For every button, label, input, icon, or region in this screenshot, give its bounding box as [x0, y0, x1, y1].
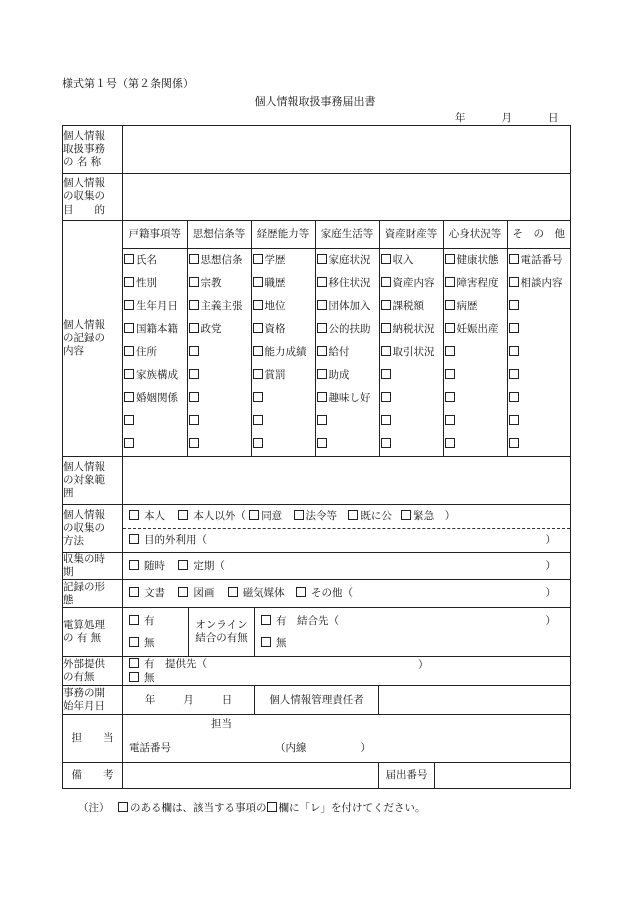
record-item-checkbox[interactable] — [509, 277, 519, 287]
consent-label: 同意 — [261, 510, 283, 522]
record-item-checkbox[interactable] — [445, 415, 455, 425]
start-day: 日 — [221, 693, 233, 706]
online-cell — [255, 608, 571, 657]
note-checkbox-sample — [118, 802, 128, 812]
online-close: ） — [545, 615, 557, 628]
record-item-label: 能力成績 — [264, 345, 307, 358]
public-label: 既に公 — [360, 510, 392, 522]
drawing-label: 図画 — [193, 587, 215, 600]
outside-use-checkbox[interactable] — [129, 534, 139, 544]
record-item-checkbox[interactable] — [381, 323, 391, 333]
record-item-cell — [187, 272, 251, 295]
record-item-checkbox[interactable] — [189, 369, 199, 379]
record-item-label: 宗教 — [200, 276, 222, 289]
record-item-label: 婚姻関係 — [136, 391, 178, 404]
online-yes-label: 有 結合先（ — [276, 615, 339, 628]
drawing-checkbox[interactable] — [178, 587, 188, 597]
record-item-checkbox[interactable] — [189, 438, 199, 448]
record-item-checkbox[interactable] — [253, 415, 263, 425]
person-in-charge-cell — [123, 715, 571, 763]
record-item-cell — [315, 410, 379, 433]
consent-checkbox[interactable] — [249, 510, 259, 520]
record-item-row — [123, 272, 570, 295]
record-item-checkbox[interactable] — [124, 323, 134, 333]
record-item-checkbox[interactable] — [124, 300, 134, 310]
form-number: 様式第１号（第２条関係） — [62, 77, 194, 90]
record-item-cell — [443, 341, 507, 364]
record-item-cell — [187, 318, 251, 341]
record-item-checkbox[interactable] — [445, 392, 455, 402]
record-form-line — [123, 587, 570, 600]
record-item-checkbox[interactable] — [509, 392, 519, 402]
charge-phone-line — [129, 742, 371, 755]
record-item-checkbox[interactable] — [445, 254, 455, 264]
record-header-cell: 心身状況等 — [443, 221, 507, 249]
record-item-label: 収入 — [392, 253, 414, 266]
start-date-label: 事務の開 始年月日 — [63, 686, 123, 715]
record-item-checkbox[interactable] — [445, 438, 455, 448]
record-item-checkbox[interactable] — [445, 369, 455, 379]
note-text2: 欄に「レ」を付けてください。 — [278, 802, 426, 814]
record-item-checkbox[interactable] — [253, 438, 263, 448]
office-name-label: 個人情報 取扱事務 の 名 称 — [63, 126, 123, 174]
record-item-cell — [123, 433, 187, 456]
start-year: 年 — [144, 693, 156, 706]
record-item-checkbox[interactable] — [189, 254, 199, 264]
record-item-cell — [315, 433, 379, 456]
record-item-cell — [315, 295, 379, 318]
record-item-cell — [187, 341, 251, 364]
record-item-checkbox[interactable] — [509, 415, 519, 425]
computer-no-checkbox[interactable] — [129, 637, 139, 647]
footnote — [78, 800, 426, 815]
collect-timing-label: 収集の時 期 — [63, 553, 123, 580]
record-item-cell — [251, 364, 315, 387]
ext-label: （内線 — [275, 742, 307, 755]
record-item-checkbox[interactable] — [253, 392, 263, 402]
record-item-checkbox[interactable] — [445, 323, 455, 333]
computer-label: 電算処理 の 有 無 — [63, 608, 123, 657]
record-item-checkbox[interactable] — [189, 392, 199, 402]
record-item-cell — [443, 387, 507, 410]
manager-field[interactable] — [379, 686, 571, 715]
record-item-cell — [443, 433, 507, 456]
external-yes-checkbox[interactable] — [129, 658, 139, 668]
record-item-cell — [443, 364, 507, 387]
record-item-cell — [251, 433, 315, 456]
record-item-label: 趣味し好 — [328, 391, 371, 404]
collect-purpose-label: 個人情報 の収集の 目 的 — [63, 174, 123, 221]
record-item-label: 資格 — [264, 322, 286, 335]
magnetic-label: 磁気媒体 — [242, 587, 285, 600]
record-item-label: 公的扶助 — [328, 322, 371, 335]
record-item-cell — [251, 341, 315, 364]
record-item-label: 相談内容 — [520, 276, 563, 289]
note-text: のある欄は、該当する事項の — [130, 802, 267, 814]
record-item-cell — [443, 410, 507, 433]
record-item-cell — [379, 272, 443, 295]
record-item-checkbox[interactable] — [317, 300, 327, 310]
start-month: 月 — [183, 693, 194, 706]
notification-form — [62, 125, 571, 789]
record-item-checkbox[interactable] — [445, 277, 455, 287]
record-item-cell — [507, 387, 570, 410]
record-item-checkbox[interactable] — [253, 346, 263, 356]
target-scope-label: 個人情報 の対象範 囲 — [63, 457, 123, 505]
record-item-cell — [507, 272, 570, 295]
record-item-label: 家庭状況 — [328, 253, 371, 266]
remarks-field[interactable] — [123, 763, 379, 789]
anytime-checkbox[interactable] — [129, 560, 139, 570]
record-item-cell — [379, 341, 443, 364]
collect-timing-line — [123, 560, 570, 573]
computer-cell — [123, 608, 189, 657]
record-content-cell — [123, 221, 571, 457]
record-item-label: 性別 — [136, 276, 157, 289]
record-item-cell — [507, 295, 570, 318]
record-item-row — [123, 387, 570, 410]
urgent-checkbox[interactable] — [401, 510, 411, 520]
periodic-checkbox[interactable] — [178, 560, 188, 570]
target-scope-field[interactable] — [123, 457, 571, 505]
record-item-cell — [315, 318, 379, 341]
record-item-cell — [251, 295, 315, 318]
record-item-checkbox[interactable] — [124, 438, 134, 448]
record-item-row — [123, 341, 570, 364]
record-item-cell — [507, 410, 570, 433]
record-item-checkbox[interactable] — [124, 277, 134, 287]
record-item-checkbox[interactable] — [509, 369, 519, 379]
outside-use-close: ） — [545, 534, 557, 546]
record-item-label: 家族構成 — [136, 368, 178, 381]
law-checkbox[interactable] — [294, 510, 304, 520]
record-item-checkbox[interactable] — [317, 369, 327, 379]
record-item-cell — [315, 272, 379, 295]
outside-use-line — [123, 528, 570, 552]
record-item-label: 障害程度 — [456, 276, 499, 289]
record-item-cell — [251, 249, 315, 273]
record-item-label: 課税額 — [392, 299, 424, 312]
record-item-checkbox[interactable] — [509, 346, 519, 356]
record-items-table — [123, 221, 570, 456]
record-item-label: 主義主張 — [200, 299, 243, 312]
record-item-checkbox[interactable] — [509, 323, 519, 333]
record-item-cell — [507, 341, 570, 364]
record-item-checkbox[interactable] — [381, 300, 391, 310]
date-line — [455, 110, 559, 125]
record-item-label: 移住状況 — [328, 276, 371, 289]
record-item-cell — [187, 249, 251, 273]
external-no-label: 無 — [144, 672, 155, 685]
other-form-checkbox[interactable] — [296, 587, 306, 597]
collect-method-cell — [123, 505, 571, 553]
external-no-checkbox[interactable] — [129, 672, 139, 682]
record-item-checkbox[interactable] — [317, 254, 327, 264]
record-item-cell — [187, 387, 251, 410]
record-item-checkbox[interactable] — [124, 254, 134, 264]
record-item-row — [123, 364, 570, 387]
record-item-checkbox[interactable] — [381, 438, 391, 448]
record-form-cell — [123, 580, 571, 608]
record-header-cell: 家庭生活等 — [315, 221, 379, 249]
filing-number-field[interactable] — [435, 763, 571, 789]
online-yes-checkbox[interactable] — [261, 615, 271, 625]
record-item-cell — [123, 364, 187, 387]
record-item-row — [123, 249, 570, 273]
record-header-cell: 戸籍事項等 — [123, 221, 187, 249]
person-in-charge-label: 担 当 — [63, 715, 123, 763]
anytime-label: 随時 — [144, 559, 165, 572]
record-item-checkbox[interactable] — [381, 415, 391, 425]
record-item-cell — [315, 341, 379, 364]
online-no-checkbox[interactable] — [261, 637, 271, 647]
record-item-checkbox[interactable] — [445, 300, 455, 310]
record-item-cell — [187, 433, 251, 456]
record-item-checkbox[interactable] — [253, 277, 263, 287]
record-item-label: 電話番号 — [520, 253, 563, 266]
record-item-label: 給付 — [328, 345, 350, 358]
record-item-checkbox[interactable] — [509, 438, 519, 448]
other-form-label: その他（ — [311, 587, 354, 600]
record-item-cell — [379, 433, 443, 456]
other-checkbox[interactable] — [178, 510, 188, 520]
record-item-checkbox[interactable] — [189, 277, 199, 287]
record-item-label: 団体加入 — [328, 299, 371, 312]
record-item-cell — [443, 318, 507, 341]
collect-timing-cell — [123, 553, 571, 580]
public-checkbox[interactable] — [348, 510, 358, 520]
remarks-label: 備 考 — [63, 763, 123, 789]
record-item-cell — [123, 272, 187, 295]
phone-label: 電話番号 — [129, 742, 171, 755]
record-item-checkbox[interactable] — [381, 254, 391, 264]
record-item-cell — [315, 387, 379, 410]
record-item-cell — [443, 272, 507, 295]
record-item-label: 住所 — [136, 345, 157, 358]
record-item-checkbox[interactable] — [445, 346, 455, 356]
record-item-label: 健康状態 — [456, 253, 499, 266]
record-item-label: 思想信条 — [200, 253, 243, 266]
record-item-row — [123, 433, 570, 456]
record-item-checkbox[interactable] — [189, 323, 199, 333]
record-item-checkbox[interactable] — [253, 369, 263, 379]
collect-purpose-field[interactable] — [123, 174, 571, 221]
record-item-checkbox[interactable] — [317, 277, 327, 287]
date-day: 日 — [548, 112, 559, 124]
record-item-checkbox[interactable] — [189, 346, 199, 356]
office-name-field[interactable] — [123, 126, 571, 174]
record-item-label: 資産内容 — [392, 276, 435, 289]
record-header-row — [123, 221, 570, 249]
external-yes-label: 有 提供先（ — [144, 658, 207, 671]
external-label: 外部提供 の有無 — [63, 657, 123, 686]
record-item-checkbox[interactable] — [317, 438, 327, 448]
collect-method-label: 個人情報 の収集の 方法 — [63, 505, 123, 553]
record-item-checkbox[interactable] — [509, 254, 519, 264]
record-item-label: 助成 — [328, 368, 350, 381]
record-item-cell — [443, 249, 507, 273]
record-item-label: 賞罰 — [264, 368, 286, 381]
record-item-cell — [251, 387, 315, 410]
record-item-checkbox[interactable] — [317, 415, 327, 425]
periodic-label: 定期（ — [193, 559, 225, 572]
record-item-label: 職歴 — [264, 276, 286, 289]
online-no-label: 無 — [276, 637, 287, 650]
record-item-cell — [123, 387, 187, 410]
record-item-checkbox[interactable] — [381, 392, 391, 402]
note-checkbox-sample2 — [267, 802, 277, 812]
record-item-row — [123, 410, 570, 433]
record-item-cell — [379, 364, 443, 387]
record-item-label: 氏名 — [136, 253, 157, 266]
record-item-row — [123, 318, 570, 341]
record-item-cell — [187, 410, 251, 433]
record-item-checkbox[interactable] — [317, 346, 327, 356]
record-header-cell: そ の 他 — [507, 221, 570, 249]
record-header-cell: 思想信条等 — [187, 221, 251, 249]
collect-source-line — [123, 505, 570, 528]
record-item-checkbox[interactable] — [124, 346, 134, 356]
other-form-close: ） — [545, 587, 557, 600]
record-item-checkbox[interactable] — [253, 323, 263, 333]
ext-close: ） — [360, 742, 371, 755]
record-item-cell — [123, 249, 187, 273]
record-item-checkbox[interactable] — [253, 300, 263, 310]
record-item-cell — [251, 318, 315, 341]
record-item-cell — [187, 364, 251, 387]
record-item-cell — [315, 364, 379, 387]
self-label: 本人 — [144, 510, 165, 522]
record-item-label: 国籍本籍 — [136, 322, 178, 335]
record-form-label: 記録の形 態 — [63, 580, 123, 608]
record-item-cell — [123, 341, 187, 364]
start-date-field[interactable] — [123, 686, 255, 715]
record-item-cell — [123, 318, 187, 341]
record-item-cell — [123, 410, 187, 433]
record-item-checkbox[interactable] — [189, 415, 199, 425]
periodic-close: ） — [545, 559, 557, 572]
record-header-cell: 資産財産等 — [379, 221, 443, 249]
record-item-cell — [379, 318, 443, 341]
record-item-cell — [123, 295, 187, 318]
self-checkbox[interactable] — [129, 510, 139, 520]
record-item-checkbox[interactable] — [253, 254, 263, 264]
record-item-cell — [507, 364, 570, 387]
law-label: 法令等 — [305, 510, 338, 522]
record-item-label: 病歴 — [456, 299, 478, 312]
computer-yes-label: 有 — [144, 615, 155, 628]
record-item-checkbox[interactable] — [124, 392, 134, 402]
manager-label: 個人情報管理責任者 — [255, 686, 379, 715]
record-item-checkbox[interactable] — [381, 277, 391, 287]
record-item-cell — [187, 295, 251, 318]
doc-checkbox[interactable] — [129, 587, 139, 597]
record-item-label: 学歴 — [264, 253, 286, 266]
record-item-cell — [379, 249, 443, 273]
record-item-row — [123, 295, 570, 318]
record-item-label: 政党 — [200, 322, 222, 335]
record-header-cell: 経歴能力等 — [251, 221, 315, 249]
doc-label: 文書 — [144, 587, 165, 600]
record-item-cell — [379, 387, 443, 410]
record-item-cell — [379, 295, 443, 318]
record-item-cell — [379, 410, 443, 433]
record-item-checkbox[interactable] — [381, 369, 391, 379]
record-item-checkbox[interactable] — [317, 323, 327, 333]
record-item-label: 生年月日 — [136, 299, 178, 312]
note-mark: （注） — [78, 802, 110, 814]
filing-number-label: 届出番号 — [379, 763, 435, 789]
record-item-cell — [443, 295, 507, 318]
record-item-cell — [507, 249, 570, 273]
external-close: ） — [418, 659, 429, 672]
form-title: 個人情報取扱事務届出書 — [254, 95, 376, 108]
other-label: 本人以外（ — [193, 510, 246, 522]
outside-use-label: 目的外利用（ — [144, 534, 207, 546]
online-label: オンライン 結合の有無 — [189, 608, 255, 657]
record-item-label: 納税状況 — [392, 322, 435, 335]
record-item-checkbox[interactable] — [124, 369, 134, 379]
record-item-label: 取引状況 — [392, 345, 435, 358]
record-item-cell — [507, 433, 570, 456]
urgent-label: 緊急 ） — [413, 510, 456, 522]
record-item-checkbox[interactable] — [381, 346, 391, 356]
record-item-checkbox[interactable] — [124, 415, 134, 425]
record-item-cell — [251, 272, 315, 295]
magnetic-checkbox[interactable] — [228, 587, 238, 597]
record-content-label: 個人情報 の記録の 内容 — [63, 221, 123, 457]
external-blank — [435, 657, 571, 686]
external-cell — [123, 657, 435, 686]
charge-tanto-label: 担当 — [211, 718, 232, 731]
record-item-checkbox[interactable] — [509, 300, 519, 310]
record-item-cell — [315, 249, 379, 273]
date-year: 年 — [455, 112, 466, 124]
record-item-checkbox[interactable] — [317, 392, 327, 402]
record-item-label: 地位 — [264, 299, 286, 312]
record-item-checkbox[interactable] — [189, 300, 199, 310]
date-month: 月 — [501, 112, 512, 124]
record-item-cell — [507, 318, 570, 341]
computer-yes-checkbox[interactable] — [129, 615, 139, 625]
record-item-cell — [251, 410, 315, 433]
record-item-label: 妊娠出産 — [456, 322, 499, 335]
computer-no-label: 無 — [144, 637, 155, 650]
